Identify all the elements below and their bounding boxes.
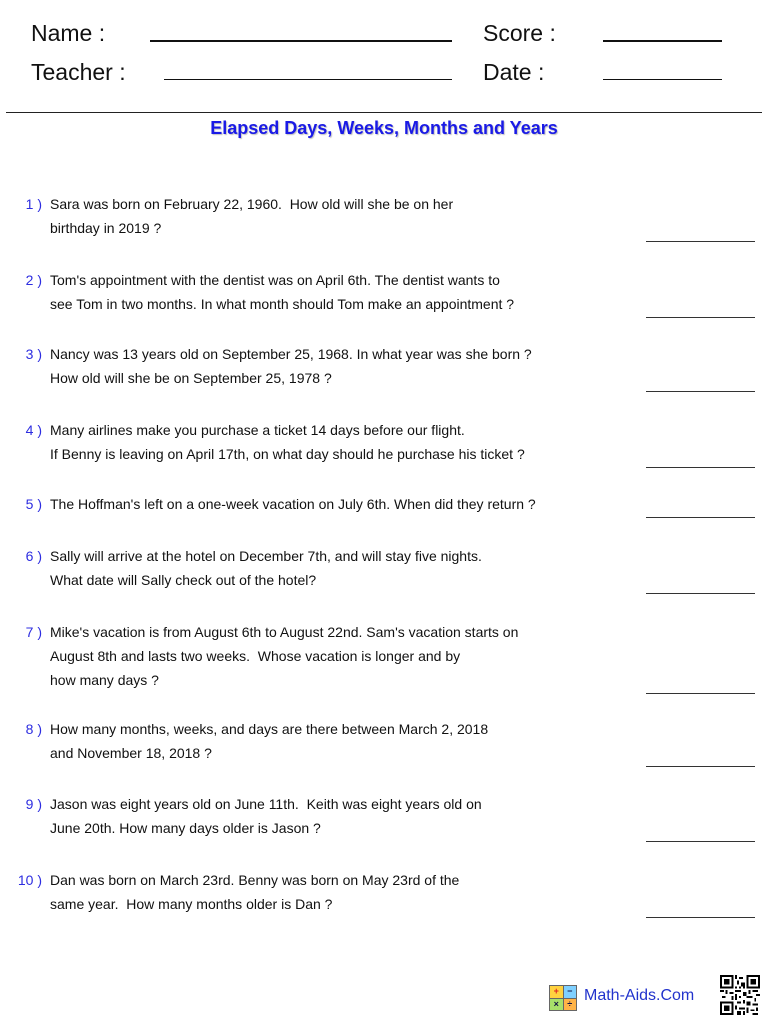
- question-text: [50, 544, 610, 592]
- question-line: Jason was eight years old on June 11th. Keith was eight years old on: [50, 796, 482, 812]
- question-line: Mike's vacation is from August 6th to August 22nd. Sam's vacation starts on: [50, 624, 519, 640]
- answer-line[interactable]: [646, 241, 755, 242]
- math-aids-logo-icon: [549, 985, 577, 1011]
- question-line: birthday in 2019 ?: [50, 220, 162, 236]
- question-number: 7 ): [25, 624, 42, 640]
- question-line: Nancy was 13 years old on September 25, 1968. In what year was she born ?: [50, 346, 532, 362]
- question-line: Sara was born on February 22, 1960. How old will she be on her: [50, 196, 454, 212]
- question-line: If Benny is leaving on April 17th, on what day should he purchase his ticket ?: [50, 446, 525, 462]
- question-line: What date will Sally check out of the hotel?: [50, 572, 317, 588]
- question-text: [50, 620, 610, 692]
- answer-line[interactable]: [646, 917, 755, 918]
- question-line: how many days ?: [50, 672, 159, 688]
- answer-line[interactable]: [646, 593, 755, 594]
- question-number: 2 ): [25, 272, 42, 288]
- score-label: Score :: [483, 20, 556, 46]
- question-line: and November 18, 2018 ?: [50, 745, 212, 761]
- qr-code-icon: [720, 975, 760, 1015]
- date-label: Date :: [483, 59, 545, 85]
- question-number: 8 ): [25, 721, 42, 737]
- answer-line[interactable]: [646, 517, 755, 518]
- date-field[interactable]: [603, 79, 722, 80]
- name-field[interactable]: [150, 40, 452, 42]
- question-line: Tom's appointment with the dentist was on April 6th. The dentist wants to: [50, 272, 500, 288]
- brand-link[interactable]: Math-Aids.Com: [584, 987, 695, 1004]
- question-text: [50, 792, 610, 840]
- question-number: 6 ): [25, 548, 42, 564]
- score-field[interactable]: [603, 40, 722, 42]
- question-text: [50, 342, 610, 390]
- question-line: same year. How many months older is Dan ?: [50, 896, 333, 912]
- question-text: [50, 717, 610, 765]
- question-line: Sally will arrive at the hotel on December 7th, and will stay five nights.: [50, 548, 482, 564]
- answer-line[interactable]: [646, 317, 755, 318]
- answer-line[interactable]: [646, 467, 755, 468]
- question-line: Dan was born on March 23rd. Benny was born on May 23rd of the: [50, 872, 460, 888]
- question-line: How many months, weeks, and days are there between March 2, 2018: [50, 721, 489, 737]
- question-number: 10 ): [17, 872, 42, 888]
- question-line: August 8th and lasts two weeks. Whose vacation is longer and by: [50, 648, 461, 664]
- worksheet-title: Elapsed Days, Weeks, Months and Years: [210, 118, 558, 138]
- question-number: 5 ): [25, 496, 42, 512]
- question-line: How old will she be on September 25, 1978 ?: [50, 370, 332, 386]
- question-number: 1 ): [25, 196, 42, 212]
- question-line: June 20th. How many days older is Jason ?: [50, 820, 321, 836]
- question-line: Many airlines make you purchase a ticket 14 days before our flight.: [50, 422, 465, 438]
- header-divider: [6, 112, 762, 113]
- question-line: The Hoffman's left on a one-week vacation on July 6th. When did they return ?: [50, 496, 536, 512]
- question-text: [50, 268, 610, 316]
- answer-line[interactable]: [646, 766, 755, 767]
- question-number: 3 ): [25, 346, 42, 362]
- question-number: 4 ): [25, 422, 42, 438]
- question-line: see Tom in two months. In what month should Tom make an appointment ?: [50, 296, 515, 312]
- answer-line[interactable]: [646, 693, 755, 694]
- question-text: [50, 418, 610, 466]
- question-text: [50, 492, 610, 516]
- times-icon: ×: [550, 999, 563, 1011]
- answer-line[interactable]: [646, 841, 755, 842]
- question-text: [50, 868, 610, 916]
- answer-line[interactable]: [646, 391, 755, 392]
- minus-icon: −: [564, 986, 577, 998]
- plus-icon: +: [550, 986, 563, 998]
- name-label: Name :: [31, 20, 106, 46]
- question-text: [50, 192, 610, 240]
- teacher-field[interactable]: [164, 79, 452, 80]
- divide-icon: ÷: [564, 999, 577, 1011]
- teacher-label: Teacher :: [31, 59, 126, 85]
- question-number: 9 ): [25, 796, 42, 812]
